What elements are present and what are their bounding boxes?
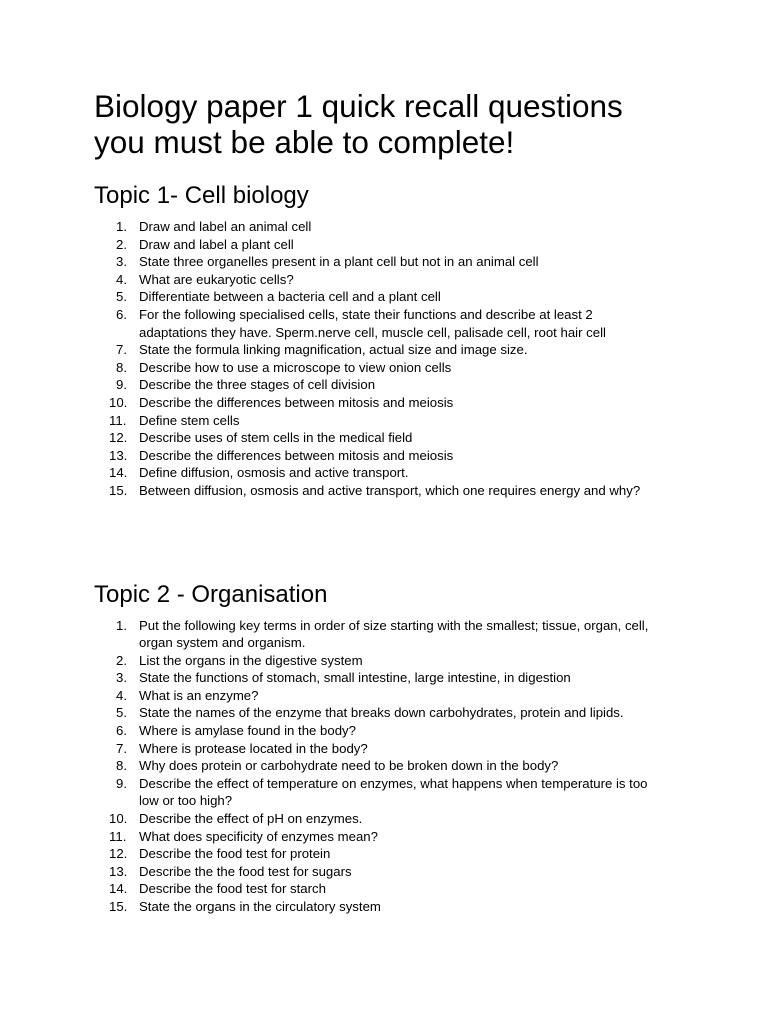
- question-number: 2.: [116, 236, 127, 252]
- question-text: Describe the three stages of cell division: [139, 377, 376, 393]
- question-item: [94, 394, 662, 412]
- question-text: Why does protein or carbohydrate need to be broken down in the body?: [139, 758, 559, 774]
- question-item: [94, 236, 662, 254]
- question-text: Differentiate between a bacteria cell and a plant cell: [139, 289, 441, 305]
- question-number: 1.: [116, 219, 127, 234]
- question-text: Describe the food test for protein: [139, 846, 331, 862]
- question-item: [94, 376, 662, 394]
- question-item: [94, 359, 662, 377]
- question-item: [94, 288, 662, 306]
- question-text: Put the following key terms in order of size starting with the smallest; tissue, organ, cell, organ system and organism.: [139, 617, 649, 651]
- document-title: [94, 88, 694, 160]
- question-item: [94, 412, 662, 430]
- topic-2-heading: Topic 2 - Organisation: [94, 580, 328, 608]
- question-number: 13.: [109, 447, 128, 463]
- question-item: [94, 775, 662, 810]
- question-number: 9.: [116, 377, 127, 393]
- question-text: What is an enzyme?: [139, 687, 259, 703]
- topic-2-question-list: [94, 617, 694, 916]
- question-text: Describe uses of stem cells in the medical field: [139, 430, 413, 446]
- question-text: State the names of the enzyme that breaks down carbohydrates, protein and lipids.: [139, 705, 624, 721]
- question-text: State the functions of stomach, small intestine, large intestine, in digestion: [139, 670, 571, 686]
- question-number: 10.: [109, 394, 128, 410]
- question-item: [94, 757, 662, 775]
- question-number: 11.: [109, 412, 127, 428]
- question-number: 15.: [109, 482, 128, 498]
- question-number: 7.: [116, 740, 127, 756]
- question-number: 8.: [116, 359, 127, 375]
- question-text: Where is amylase found in the body?: [139, 723, 356, 739]
- question-item: [94, 740, 662, 758]
- question-text: Describe the differences between mitosis and meiosis: [139, 447, 454, 463]
- question-item: [94, 429, 662, 447]
- question-item: [94, 722, 662, 740]
- question-number: 5.: [116, 705, 127, 721]
- question-item: [94, 810, 662, 828]
- question-text: Describe the food test for starch: [139, 881, 326, 897]
- question-item: [94, 828, 662, 846]
- document-page: [94, 88, 694, 916]
- title-line-1: Biology paper 1 quick recall questions: [94, 88, 623, 124]
- question-number: 7.: [116, 342, 127, 358]
- question-item: [94, 464, 662, 482]
- question-item: [94, 669, 662, 687]
- question-number: 11.: [109, 828, 127, 844]
- question-text: State three organelles present in a plant cell but not in an animal cell: [139, 254, 539, 270]
- question-text: State the organs in the circulatory system: [139, 899, 381, 914]
- question-number: 2.: [116, 652, 127, 668]
- question-item: [94, 447, 662, 465]
- question-item: [94, 341, 662, 359]
- question-item: [94, 687, 662, 705]
- question-number: 8.: [116, 758, 127, 774]
- question-number: 12.: [109, 846, 128, 862]
- question-text: Describe the differences between mitosis and meiosis: [139, 394, 454, 410]
- question-item: [94, 704, 662, 722]
- question-number: 6.: [116, 306, 127, 322]
- question-text: Describe the effect of pH on enzymes.: [139, 811, 363, 827]
- title-line-2: you must be able to complete!: [94, 124, 515, 160]
- topic-1-question-list: [94, 218, 694, 500]
- question-item: [94, 218, 662, 236]
- question-item: [94, 863, 662, 881]
- question-number: 1.: [116, 617, 127, 633]
- question-number: 6.: [116, 723, 127, 739]
- question-text: For the following specialised cells, state their functions and describe at least 2 adaptations they have. Sperm.nerve cell, muscle cell, palisade cell, root hair cell: [139, 306, 606, 340]
- question-text: Where is protease located in the body?: [139, 740, 368, 756]
- question-text: What are eukaryotic cells?: [139, 271, 294, 287]
- question-number: 12.: [109, 430, 128, 446]
- question-item: [94, 652, 662, 670]
- question-text: Draw and label a plant cell: [139, 236, 294, 252]
- question-number: 10.: [109, 811, 128, 827]
- question-item: [94, 482, 662, 500]
- question-number: 3.: [116, 254, 127, 270]
- question-number: 14.: [109, 465, 128, 481]
- question-item: [94, 845, 662, 863]
- question-number: 9.: [116, 775, 127, 791]
- question-number: 5.: [116, 289, 127, 305]
- question-text: List the organs in the digestive system: [139, 652, 363, 668]
- question-item: [94, 617, 662, 652]
- question-number: 13.: [109, 863, 128, 879]
- question-text: Describe how to use a microscope to view onion cells: [139, 359, 452, 375]
- question-text: Describe the the food test for sugars: [139, 863, 352, 879]
- question-item: [94, 271, 662, 289]
- question-number: 15.: [109, 899, 128, 914]
- question-item: [94, 253, 662, 271]
- question-number: 14.: [109, 881, 128, 897]
- question-text: Draw and label an animal cell: [139, 219, 312, 234]
- question-text: Define diffusion, osmosis and active transport.: [139, 465, 409, 481]
- question-text: Define stem cells: [139, 412, 240, 428]
- question-text: What does specificity of enzymes mean?: [139, 828, 378, 844]
- question-number: 3.: [116, 670, 127, 686]
- question-item: [94, 880, 662, 898]
- question-item: [94, 898, 662, 916]
- question-text: Describe the effect of temperature on enzymes, what happens when temperature is too low or too high?: [139, 775, 648, 809]
- question-number: 4.: [116, 271, 127, 287]
- question-number: 4.: [116, 687, 127, 703]
- topic-1-heading: Topic 1- Cell biology: [94, 182, 309, 209]
- question-item: [94, 306, 662, 341]
- question-text: Between diffusion, osmosis and active transport, which one requires energy and why?: [139, 482, 641, 498]
- question-text: State the formula linking magnification, actual size and image size.: [139, 342, 528, 358]
